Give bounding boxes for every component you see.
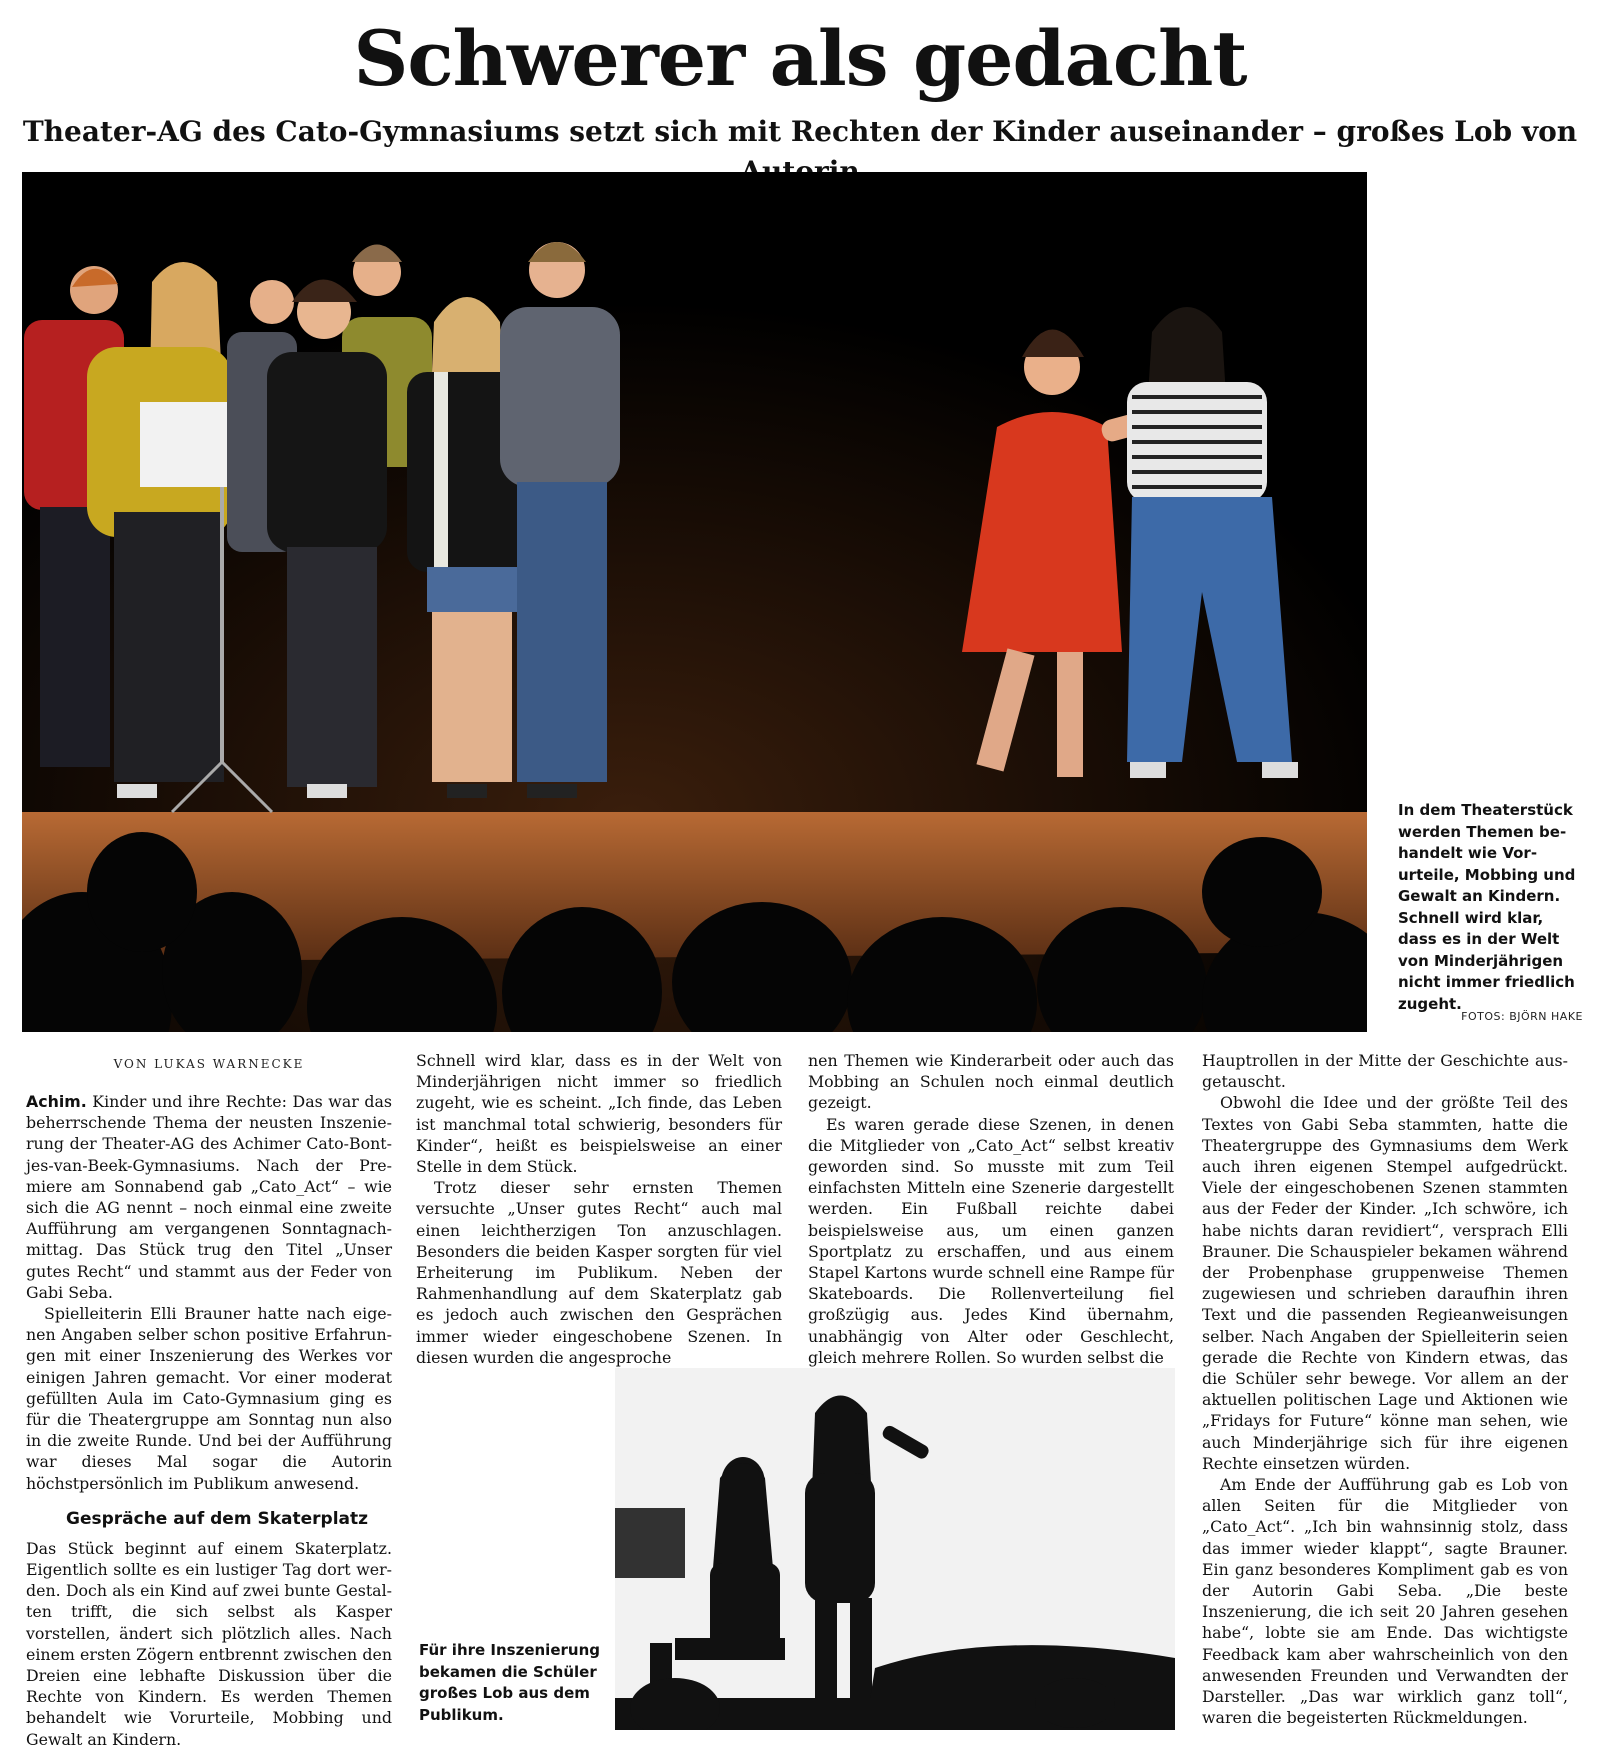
article-column-4 xyxy=(1202,1050,1568,1729)
silhouette-photo-caption: Für ihre Inszenierung bekamen die Schüler großes Lob aus dem Publikum. xyxy=(419,1641,600,1724)
paragraph-6: nen Themen wie Kinderarbeit oder auch das Mobbing an Schulen noch einmal deutlich gezeigt. xyxy=(808,1051,1174,1113)
subheadline: Theater-AG des Cato-Gymnasiums setzt sich mit Rechten der Kinder auseinander – großes Lob von xyxy=(22,115,1578,148)
paragraph-2: Spielleiterin Elli Brauner hatte nach eigenen Angaben selber schon positive Erfahrungen mit einer Inszenierung des Werkes vor einigen Jahren gemacht. Vor einer moderat gefüllten Aula im Cato-Gymnasium ging es für die Theatergruppe am Sonntag nun also in die zweite Runde. Und bei der Aufführung war dieses Mal sogar die Autorin höchstpersönlich im Publikum anwesend. xyxy=(26,1304,392,1493)
byline: VON LUKAS WARNECKE xyxy=(113,1057,305,1071)
paragraph-9: Obwohl die Idee und der größte Teil des Textes von Gabi Seba stammten, hatte die Theatergruppe des Gymnasiums dem Werk auch ihren eigenen Stempel aufgedrückt. Viele der eingeschobenen Szenen stammten aus der Feder der Kinder. „Ich schwöre, ich habe nichts daran revidiert“, versprach Elli Brauner. Die Schauspieler bekamen während der Probenphase gruppenweise Themen zugewiesen und schrieben daraufhin ihren Text und die passenden Regieanweisungen selber. Nach Angaben der Spielleiterin seien gerade die Rechte von Kindern etwas, das die Schüler sehr bewege. Vor allem an der aktuellen politischen Lage und Aktionen wie „Fridays for Future“ könne man sehen, wie auch Minderjährige sich für ihre eigenen Rechte einsetzen würden. xyxy=(1202,1093,1568,1473)
paragraph-8: Hauptrollen in der Mitte der Geschichte ausgetauscht. xyxy=(1202,1051,1568,1092)
paragraph-5: Trotz dieser sehr ernsten Themen versuchte „Unser gutes Recht“ auch mal einen leichtherzigen Ton anzuschlagen. Besonders die beiden Kasper sorgten für viel Erheiterung im Publikum. Neben der Rahmenhandlung auf dem Skaterplatz gab es jedoch auch zwischen den Gesprächen immer wieder eingeschobene Szenen. In diesen wurden die angesproche xyxy=(416,1178,782,1367)
article-column-1 xyxy=(26,1091,392,1750)
main-photo xyxy=(22,172,1367,1032)
paragraph-7: Es waren gerade diese Szenen, in denen die Mitglieder von „Cato_Act“ selbst kreativ geworden sind. So musste mit zum Teil einfachsten Mitteln eine Szenerie dargestellt werden. Ein Fußball reichte dabei beispielsweise aus, um einen ganzen Sportplatz zu erschaffen, und aus einem Stapel Kartons wurde schnell eine Rampe für Skateboards. Die Rollenverteilung fiel großzügig aus. Jedes Kind übernahm, unabhängig von Alter oder Geschlecht, gleich mehrere Rollen. So wurden selbst die xyxy=(808,1114,1174,1367)
silhouette-photo xyxy=(615,1368,1175,1730)
paragraph-10: Am Ende der Aufführung gab es Lob von allen Seiten für die Mitglieder von „Cato_Act“. „Ich bin wahnsinnig stolz, dass das immer wieder klappt“, sagte Brauner. Ein ganz besonderes Kompliment gab es von der Autorin Gabi Seba. „Die beste Inszenierung, die ich seit 20 Jahren gesehen habe“, lobte sie am Ende. Das wichtigste Feedback kam aber wahrscheinlich von den anwesenden Freunden und Verwandten der Darsteller. „Das war wirklich ganz toll“, waren die begeisterten Rückmeldungen. xyxy=(1202,1475,1568,1728)
paragraph-1 xyxy=(26,1091,392,1303)
article-column-2 xyxy=(416,1050,782,1368)
paragraph-1-text: Kinder und ihre Rechte: Das war das beherrschende Thema der neusten Inszenierung der Theater-AG des Achimer Cato-Bontjes-van-Beek-Gymnasiums. Nach der Premiere am Sonnabend gab „Cato_Act“ – wie sich die AG nennt – noch einmal eine zweite Aufführung am vergangenen Sonntagnachmittag. Das Stück trug den Titel „Unser gutes Recht“ und stammt aus der Feder von Gabi Seba. xyxy=(26,1092,392,1302)
photo-credit: FOTOS: BJÖRN HAKE xyxy=(1461,1010,1583,1023)
headline: Schwerer als gedacht xyxy=(353,14,1247,103)
dateline: Achim. xyxy=(26,1092,87,1111)
crosshead: Gespräche auf dem Skaterplatz xyxy=(66,1508,369,1529)
main-photo-caption: In dem Theaterstück werden Themen behandelt wie Vorurteile, Mobbing und Gewalt an Kindern. Schnell wird klar, dass es in der Welt von Minderjährigen nicht immer friedlich zugeht. xyxy=(1398,801,1576,1013)
paragraph-3: Das Stück beginnt auf einem Skaterplatz. Eigentlich sollte es ein lustiger Tag dort werden. Doch als ein Kind auf zwei bunte Gestalten trifft, die sich selbst als Kasper vorstellen, ändert sich plötzlich alles. Nach einem ersten Zögern entbrennt zwischen den Dreien eine lebhafte Diskussion über die Rechte von Kindern. Es werden Themen behandelt wie Vorurteile, Mobbing und Gewalt an Kindern. xyxy=(26,1538,392,1749)
article-column-3 xyxy=(808,1050,1174,1368)
paragraph-4: Schnell wird klar, dass es in der Welt von Minderjährigen nicht immer so friedlich zugeht, wie es scheint. „Ich finde, das Leben ist manchmal total schwierig, besonders für Kinder“, heißt es beispielsweise an einer Stelle in dem Stück. xyxy=(416,1051,782,1177)
